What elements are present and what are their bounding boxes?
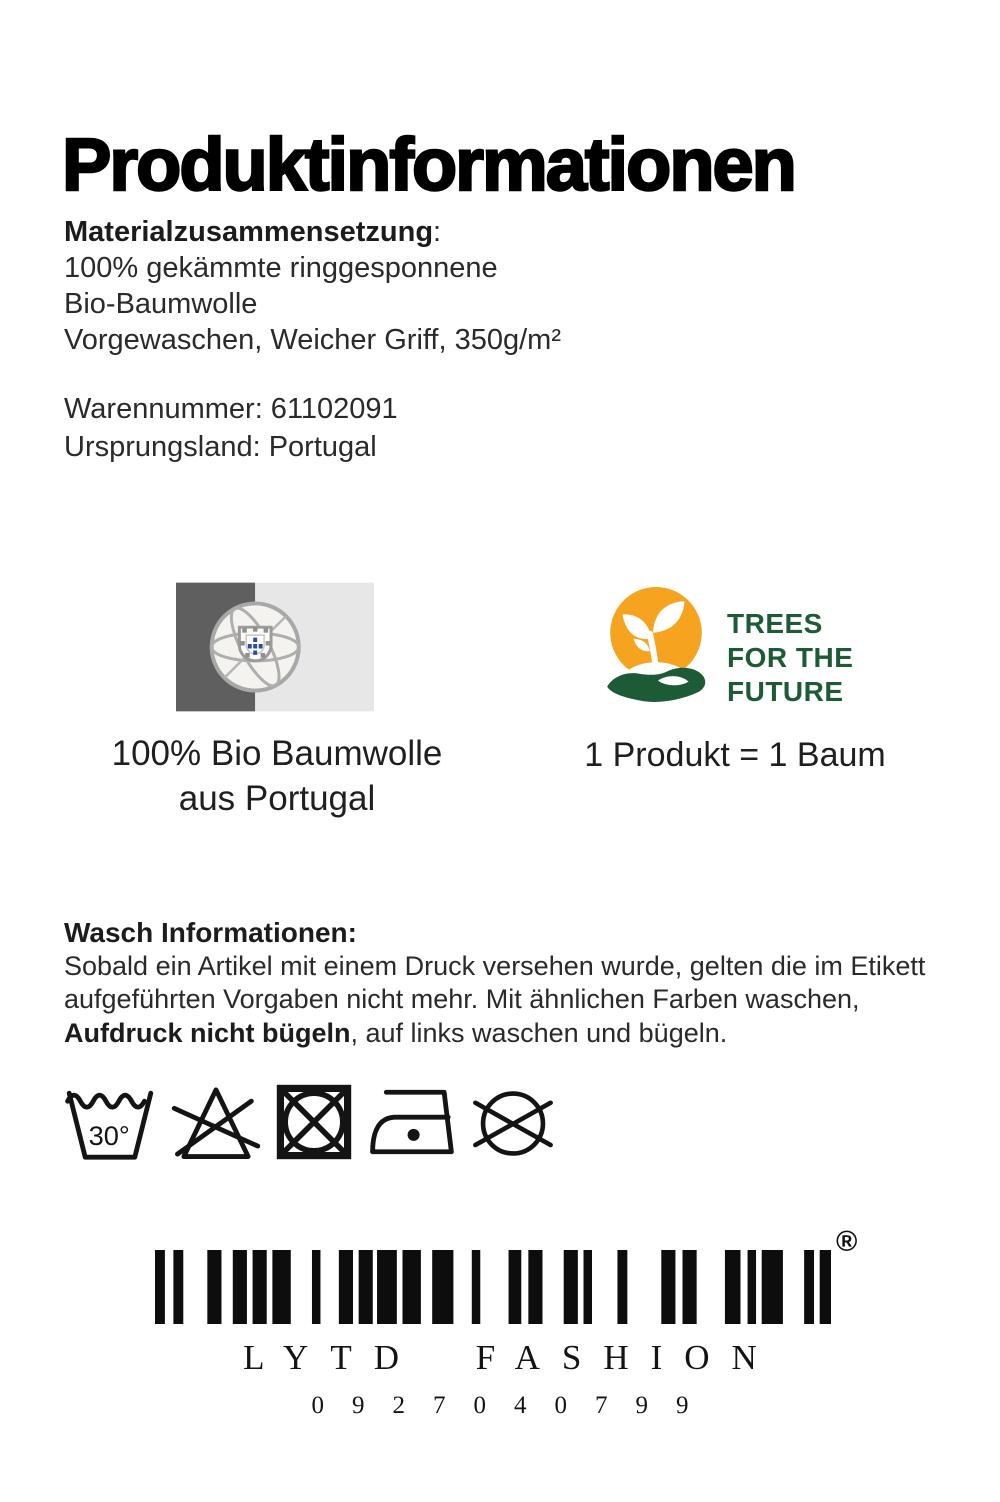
portugal-flag [176,582,374,712]
origin-caption-line2: aus Portugal [178,779,376,818]
origin-caption [40,731,514,821]
trees-logo-line2: FOR THE [727,642,854,673]
material-line-1: 100% gekämmte ringgesponnene [64,252,498,284]
origin-country: Ursprungsland: Portugal [64,431,377,463]
iron-low-icon [367,1080,457,1164]
portugal-flag-icon [176,582,374,712]
page-title: Produktinformationen [62,122,795,206]
wash-info-heading: Wasch Informationen: [64,917,357,948]
svg-text:30°: 30° [88,1120,130,1152]
barcode-bars [155,1250,831,1324]
item-number-section [64,390,664,466]
registered-trademark-symbol: ® [836,1226,858,1258]
origin-caption-line1: 100% Bio Baumwolle [111,734,443,773]
brand-name: LYTD FASHION [243,1338,779,1377]
barcode [155,1250,831,1324]
wash-30-icon [62,1080,158,1164]
wash-info-section [64,916,944,1050]
tree-promise-caption: 1 Produkt = 1 Baum [584,736,886,774]
trees-logo-text [727,607,853,709]
trees-for-the-future-logo [600,586,712,706]
material-heading: Materialzusammensetzung: [64,216,442,248]
brand-code: 0927040799 [311,1392,717,1419]
care-symbols-row [62,1078,556,1164]
trees-logo-line3: FUTURE [727,676,844,707]
article-number: Warennummer: 61102091 [64,393,398,425]
trees-logo-line1: TREES [727,608,823,639]
material-line-2: Bio-Baumwolle [64,288,258,320]
do-not-dry-clean-icon [470,1080,556,1164]
wash-info-text: Sobald ein Artikel mit einem Druck versehen wurde, gelten die im Etikett aufgeführten Vorgaben nicht mehr. Mit ähnlichen Farben waschen, Aufdruck nicht bügeln, auf links waschen und bügeln. [64,950,926,1048]
wash-info-bold: Aufdruck nicht bügeln [64,1017,351,1048]
seedling-hand-icon [600,586,712,706]
material-section [64,214,664,358]
do-not-tumble-dry-icon [274,1080,354,1164]
material-line-3: Vorgewaschen, Weicher Griff, 350g/m² [64,324,561,356]
do-not-bleach-icon [171,1080,261,1164]
